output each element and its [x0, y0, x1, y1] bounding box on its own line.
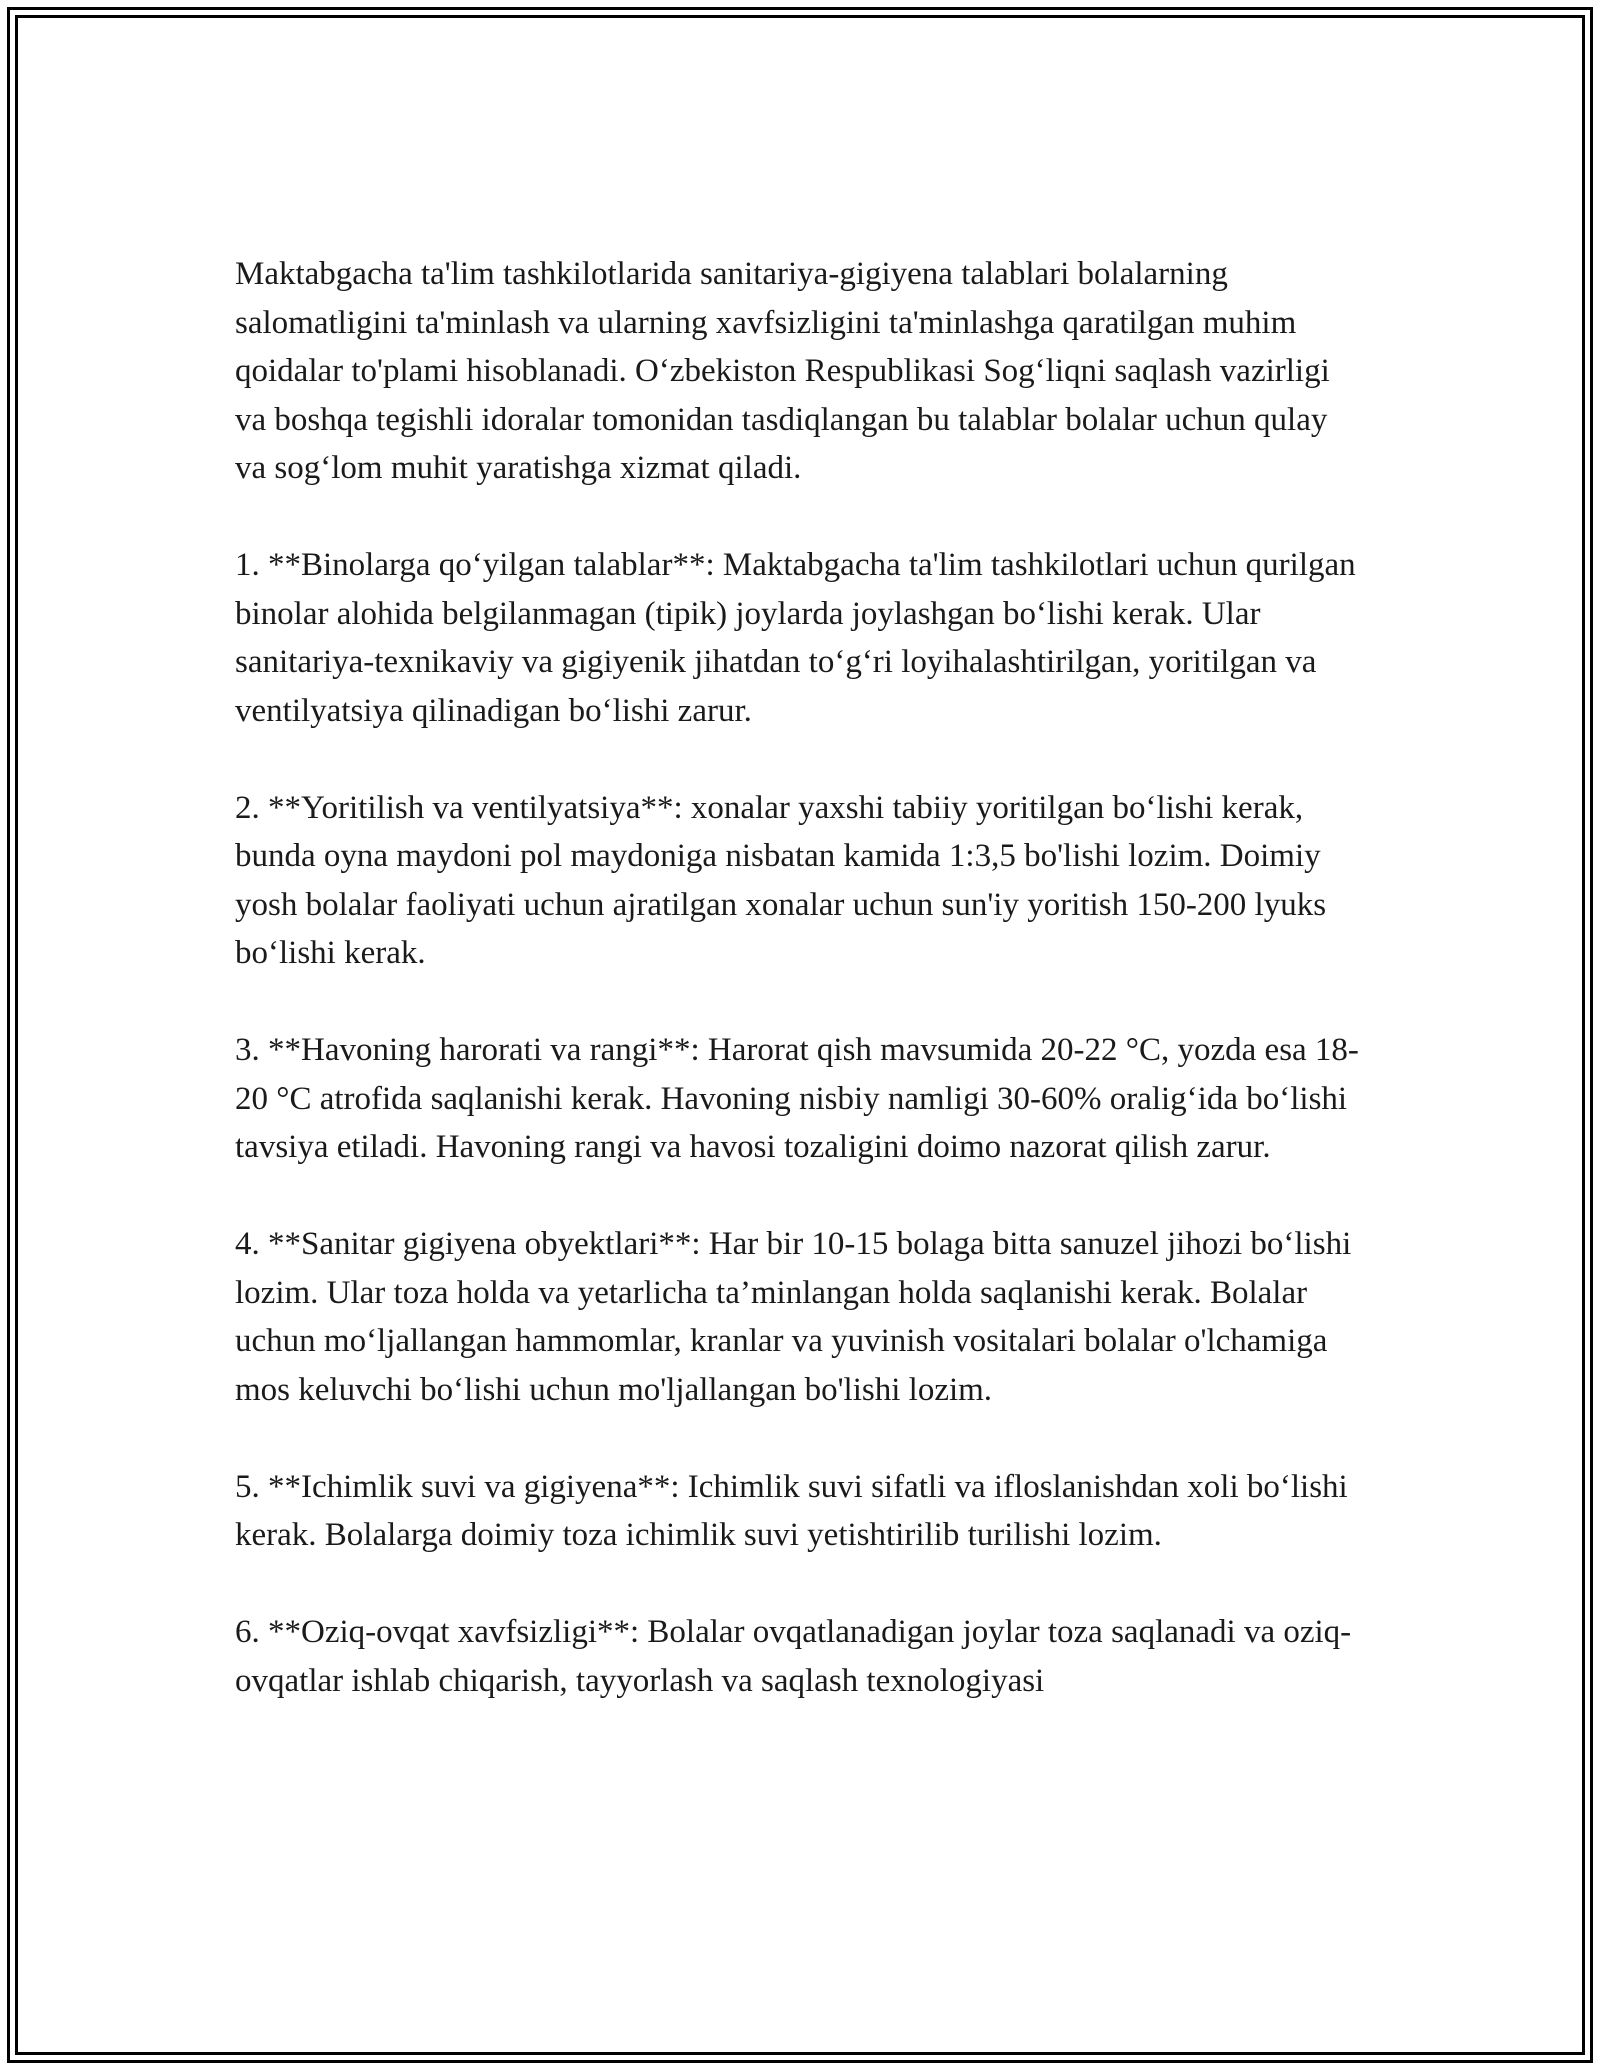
section-1-paragraph: 1. **Binolarga qo‘yilgan talablar**: Maktabgacha ta'lim tashkilotlari uchun qurilgan binolar alohida belgilanmagan (tipik) joylarda joylashgan bo‘lishi kerak. Ular sanitariya-texnikaviy va gigiyenik jihatdan to‘g‘ri loyihalashtirilgan, yoritilgan va ventilyatsiya qilinadigan bo‘lishi zarur. — [235, 547, 1356, 729]
section-3-paragraph: 3. **Havoning harorati va rangi**: Harorat qish mavsumida 20-22 °C, yozda esa 18-20 °C atrofida saqlanishi kerak. Havoning nisbiy namligi 30-60% oralig‘ida bo‘lishi tavsiya etiladi. Havoning rangi va havosi tozaligini doimo nazorat qilish zarur. — [235, 1032, 1359, 1165]
section-2-paragraph: 2. **Yoritilish va ventilyatsiya**: xonalar yaxshi tabiiy yoritilgan bo‘lishi kerak, bunda oyna maydoni pol maydoniga nisbatan kamida 1:3,5 bo'lishi lozim. Doimiy yosh bolalar faoliyati uchun ajratilgan xonalar uchun sun'iy yoritish 150-200 lyuks bo‘lishi kerak. — [235, 789, 1327, 971]
section-5-paragraph: 5. **Ichimlik suvi va gigiyena**: Ichimlik suvi sifatli va ifloslanishdan xoli bo‘lishi kerak. Bolalarga doimiy toza ichimlik suvi yetishtirilib turilishi lozim. — [235, 1468, 1348, 1553]
section-6-paragraph: 6. **Oziq-ovqat xavfsizligi**: Bolalar ovqatlanadigan joylar toza saqlanadi va oziq-ovqatlar ishlab chiqarish, tayyorlash va saqlash texnologiyasi — [235, 1614, 1352, 1699]
section-4-paragraph: 4. **Sanitar gigiyena obyektlari**: Har bir 10-15 bolaga bitta sanuzel jihozi bo‘lishi lozim. Ular toza holda va yetarlicha ta’minlangan holda saqlanishi kerak. Bolalar uchun mo‘ljallangan hammomlar, kranlar va yuvinish vositalari bolalar o'lchamiga mos keluvchi bo‘lishi uchun mo'ljallangan bo'lishi lozim. — [235, 1226, 1352, 1408]
document-body — [235, 250, 1365, 1705]
intro-paragraph: Maktabgacha ta'lim tashkilotlarida sanitariya-gigiyena talablari bolalarning salomatligini ta'minlash va ularning xavfsizligini ta'minlashga qaratilgan muhim qoidalar to'plami hisoblanadi. O‘zbekiston Respublikasi Sog‘liqni saqlash vazirligi va boshqa tegishli idoralar tomonidan tasdiqlangan bu talablar bolalar uchun qulay va sog‘lom muhit yaratishga xizmat qiladi. — [235, 256, 1330, 486]
